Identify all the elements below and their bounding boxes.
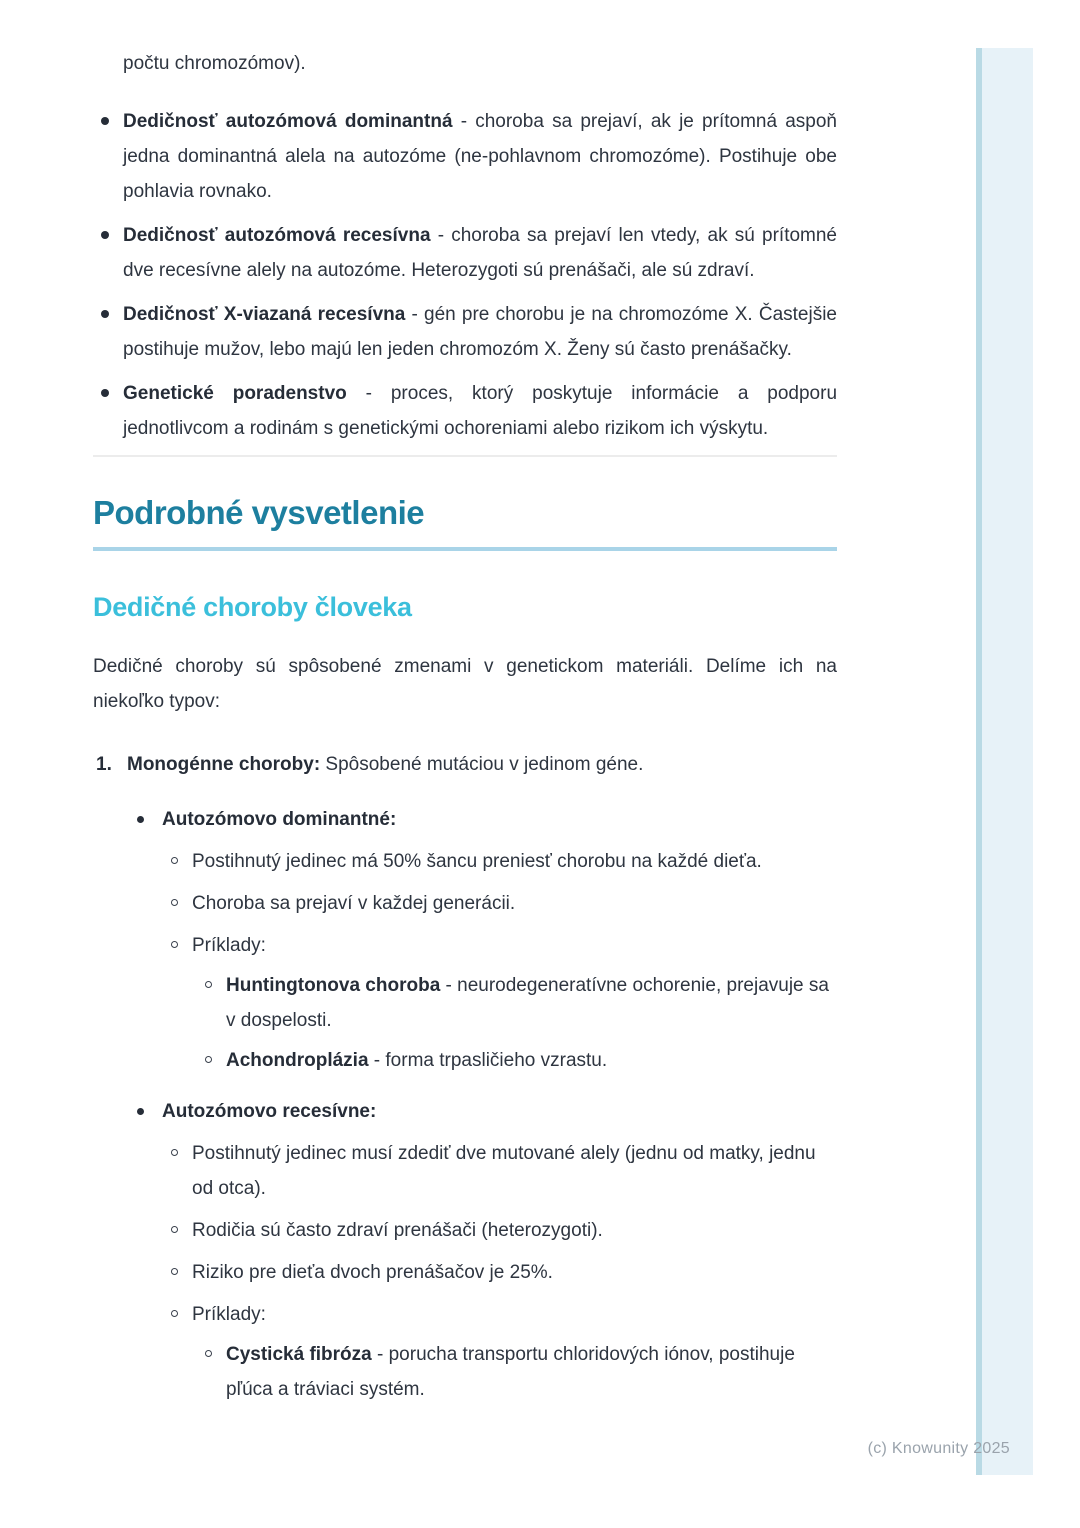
point-text: Riziko pre dieťa dvoch prenášačov je 25%. <box>192 1262 553 1283</box>
bullet-icon <box>101 310 109 318</box>
subheading-label: Autozómovo dominantné: <box>162 809 397 830</box>
circle-bullet-icon <box>171 1149 178 1156</box>
term-definition: - neurodegeneratívne ochorenie, prejavuje sa v dospelosti. <box>226 975 829 1031</box>
term-label: Dedičnosť X-viazaná recesívna <box>123 304 406 325</box>
bullet-icon <box>101 389 109 397</box>
term-definition: - proces, ktorý poskytuje informácie a podporu jednotlivcom a rodinám s genetickými ochoreniami alebo rizikom ich výskytu. <box>123 383 838 439</box>
term-definition: - choroba sa prejaví len vtedy, ak sú prítomné dve recesívne alely na autozóme. Heterozygoti sú prenášači, ale sú zdraví. <box>123 225 838 281</box>
point-text: Postihnutý jedinec má 50% šancu preniesť chorobu na každé dieťa. <box>192 851 762 872</box>
term-label: Dedičnosť autozómová dominantná <box>123 111 453 132</box>
highlight-stripe <box>976 48 1033 1475</box>
circle-bullet-icon <box>171 899 178 906</box>
point-recessive-examples-label <box>93 1297 837 1332</box>
list-item-autosomal-recessive <box>93 218 837 288</box>
circle-bullet-icon <box>171 941 178 948</box>
point-dominant-2 <box>93 886 837 921</box>
list-item-autosomal-dominant <box>93 104 837 209</box>
example-cystic-fibrosis <box>93 1337 837 1407</box>
term-definition: - forma trpasličieho vzrastu. <box>368 1050 608 1071</box>
point-text: Rodičia sú často zdraví prenášači (heterozygoti). <box>192 1220 603 1241</box>
term-label: Huntingtonova choroba <box>226 975 441 996</box>
point-text: Postihnutý jedinec musí zdediť dve mutované alely (jednu od matky, jednu od otca). <box>192 1143 816 1199</box>
point-recessive-3 <box>93 1255 837 1290</box>
list-item-x-linked-recessive <box>93 297 837 367</box>
term-definition: - choroba sa prejaví, ak je prítomná aspoň jedna dominantná alela na autozóme (ne-pohlavnom chromozóme). Postihuje obe pohlavia rovnako. <box>123 111 837 202</box>
term-definition: - gén pre chorobu je na chromozóme X. Častejšie postihuje mužov, lebo majú len jeden chromozóm X. Ženy sú často prenášačky. <box>123 304 837 360</box>
list-item-genetic-counseling <box>93 376 837 446</box>
copyright-watermark: (c) Knowunity 2025 <box>867 1440 1010 1457</box>
point-recessive-1 <box>93 1136 837 1206</box>
point-text: Príklady: <box>192 1304 266 1325</box>
continuation-text: počtu chromozómov). <box>123 53 306 74</box>
section-title: Podrobné vysvetlenie <box>93 493 837 551</box>
term-label: Cystická fibróza <box>226 1344 372 1365</box>
list-number: 1. <box>96 754 112 775</box>
subheading-autosomal-dominant <box>93 802 837 837</box>
numbered-item-monogenic <box>93 747 837 782</box>
example-achondroplasia <box>93 1043 837 1078</box>
subheading-autosomal-recessive <box>93 1094 837 1129</box>
circle-bullet-icon <box>171 857 178 864</box>
point-recessive-2 <box>93 1213 837 1248</box>
bullet-icon <box>137 1108 144 1115</box>
term-label: Monogénne choroby: <box>127 754 321 775</box>
section-divider <box>93 455 837 457</box>
subheading-label: Autozómovo recesívne: <box>162 1101 377 1122</box>
point-dominant-examples-label <box>93 928 837 963</box>
subsection-title: Dedičné choroby človeka <box>93 592 412 622</box>
term-definition: Spôsobené mutáciou v jedinom géne. <box>320 754 644 775</box>
example-huntington <box>93 968 837 1038</box>
point-dominant-1 <box>93 844 837 879</box>
term-label: Dedičnosť autozómová recesívna <box>123 225 431 246</box>
bullet-icon <box>137 816 144 823</box>
circle-bullet-icon <box>171 1268 178 1275</box>
circle-bullet-icon <box>171 1310 178 1317</box>
point-text: Príklady: <box>192 935 266 956</box>
term-definition: - porucha transportu chloridových iónov, postihuje pľúca a tráviaci systém. <box>226 1344 795 1400</box>
term-label: Genetické poradenstvo <box>123 383 347 404</box>
intro-paragraph: Dedičné choroby sú spôsobené zmenami v genetickom materiáli. Delíme ich na niekoľko typov: <box>93 656 837 712</box>
bullet-icon <box>101 117 109 125</box>
inheritance-overview-list <box>93 104 837 446</box>
circle-bullet-icon <box>205 1056 212 1063</box>
bullet-icon <box>101 231 109 239</box>
circle-bullet-icon <box>171 1226 178 1233</box>
point-text: Choroba sa prejaví v každej generácii. <box>192 893 516 914</box>
circle-bullet-icon <box>205 1350 212 1357</box>
circle-bullet-icon <box>205 981 212 988</box>
term-label: Achondroplázia <box>226 1050 369 1071</box>
notes-content <box>93 0 837 1407</box>
